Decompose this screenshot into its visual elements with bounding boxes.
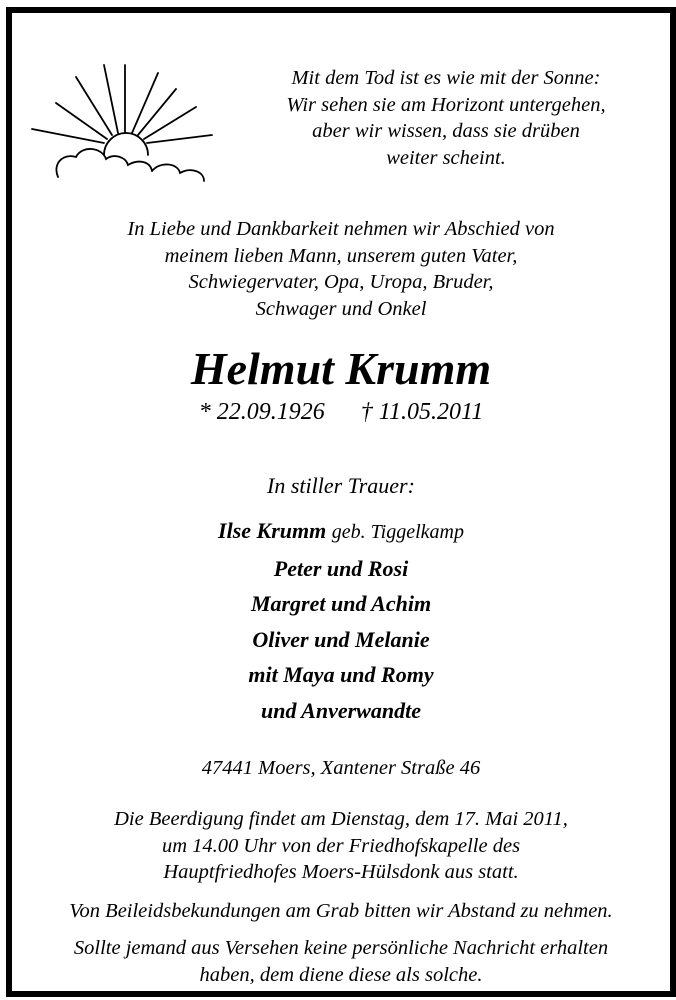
note-line: Sollte jemand aus Versehen keine persönliche Nachricht erhalten bbox=[73, 937, 609, 959]
widow-maiden-name: geb. Tiggelkamp bbox=[331, 521, 464, 543]
notification-note bbox=[12, 935, 670, 988]
burial-info bbox=[12, 806, 670, 886]
intro-line: meinem lieben Mann, unserem guten Vater, bbox=[164, 244, 518, 267]
birth-date: * 22.09.1926 bbox=[198, 399, 325, 425]
life-dates bbox=[12, 397, 670, 427]
list-item: Peter und Rosi bbox=[273, 555, 409, 581]
deceased-name: Helmut Krumm bbox=[190, 343, 492, 394]
list-item bbox=[12, 513, 670, 551]
poem-line: Mit dem Tod ist es wie mit der Sonne: bbox=[291, 67, 601, 89]
death-date: † 11.05.2011 bbox=[360, 399, 484, 425]
burial-line: Hauptfriedhofes Moers-Hülsdonk aus statt. bbox=[163, 861, 519, 883]
sunset-icon bbox=[18, 49, 224, 185]
list-item: Oliver und Melanie bbox=[252, 626, 430, 652]
obituary-notice bbox=[6, 7, 676, 997]
condolences-note: Von Beileidsbekundungen am Grab bitten wir Abstand zu nehmen. bbox=[69, 900, 613, 922]
intro-line: Schwiegervater, Opa, Uropa, Bruder, bbox=[188, 271, 494, 293]
list-item: und Anverwandte bbox=[261, 697, 421, 723]
poem-line: aber wir wissen, dass sie drüben bbox=[312, 120, 580, 142]
intro-line: Schwager und Onkel bbox=[255, 297, 427, 320]
poem-line: Wir sehen sie am Horizont untergehen, bbox=[286, 93, 606, 116]
burial-line: um 14.00 Uhr von der Friedhofskapelle des bbox=[161, 834, 521, 857]
mourners-list bbox=[12, 513, 670, 728]
list-item: mit Maya und Romy bbox=[248, 662, 434, 687]
address: 47441 Moers, Xantener Straße 46 bbox=[201, 757, 481, 779]
intro-line: In Liebe und Dankbarkeit nehmen wir Abschied von bbox=[127, 218, 555, 240]
mourning-heading: In stiller Trauer: bbox=[267, 473, 415, 498]
note-line: haben, dem diene diese als solche. bbox=[199, 963, 483, 986]
intro-text bbox=[12, 216, 670, 322]
burial-line: Die Beerdigung findet am Dienstag, dem 17. Mai 2011, bbox=[114, 808, 568, 830]
poem bbox=[238, 65, 654, 171]
poem-line: weiter scheint. bbox=[386, 146, 506, 169]
widow-name: Ilse Krumm bbox=[218, 518, 327, 543]
list-item: Margret und Achim bbox=[250, 591, 432, 616]
